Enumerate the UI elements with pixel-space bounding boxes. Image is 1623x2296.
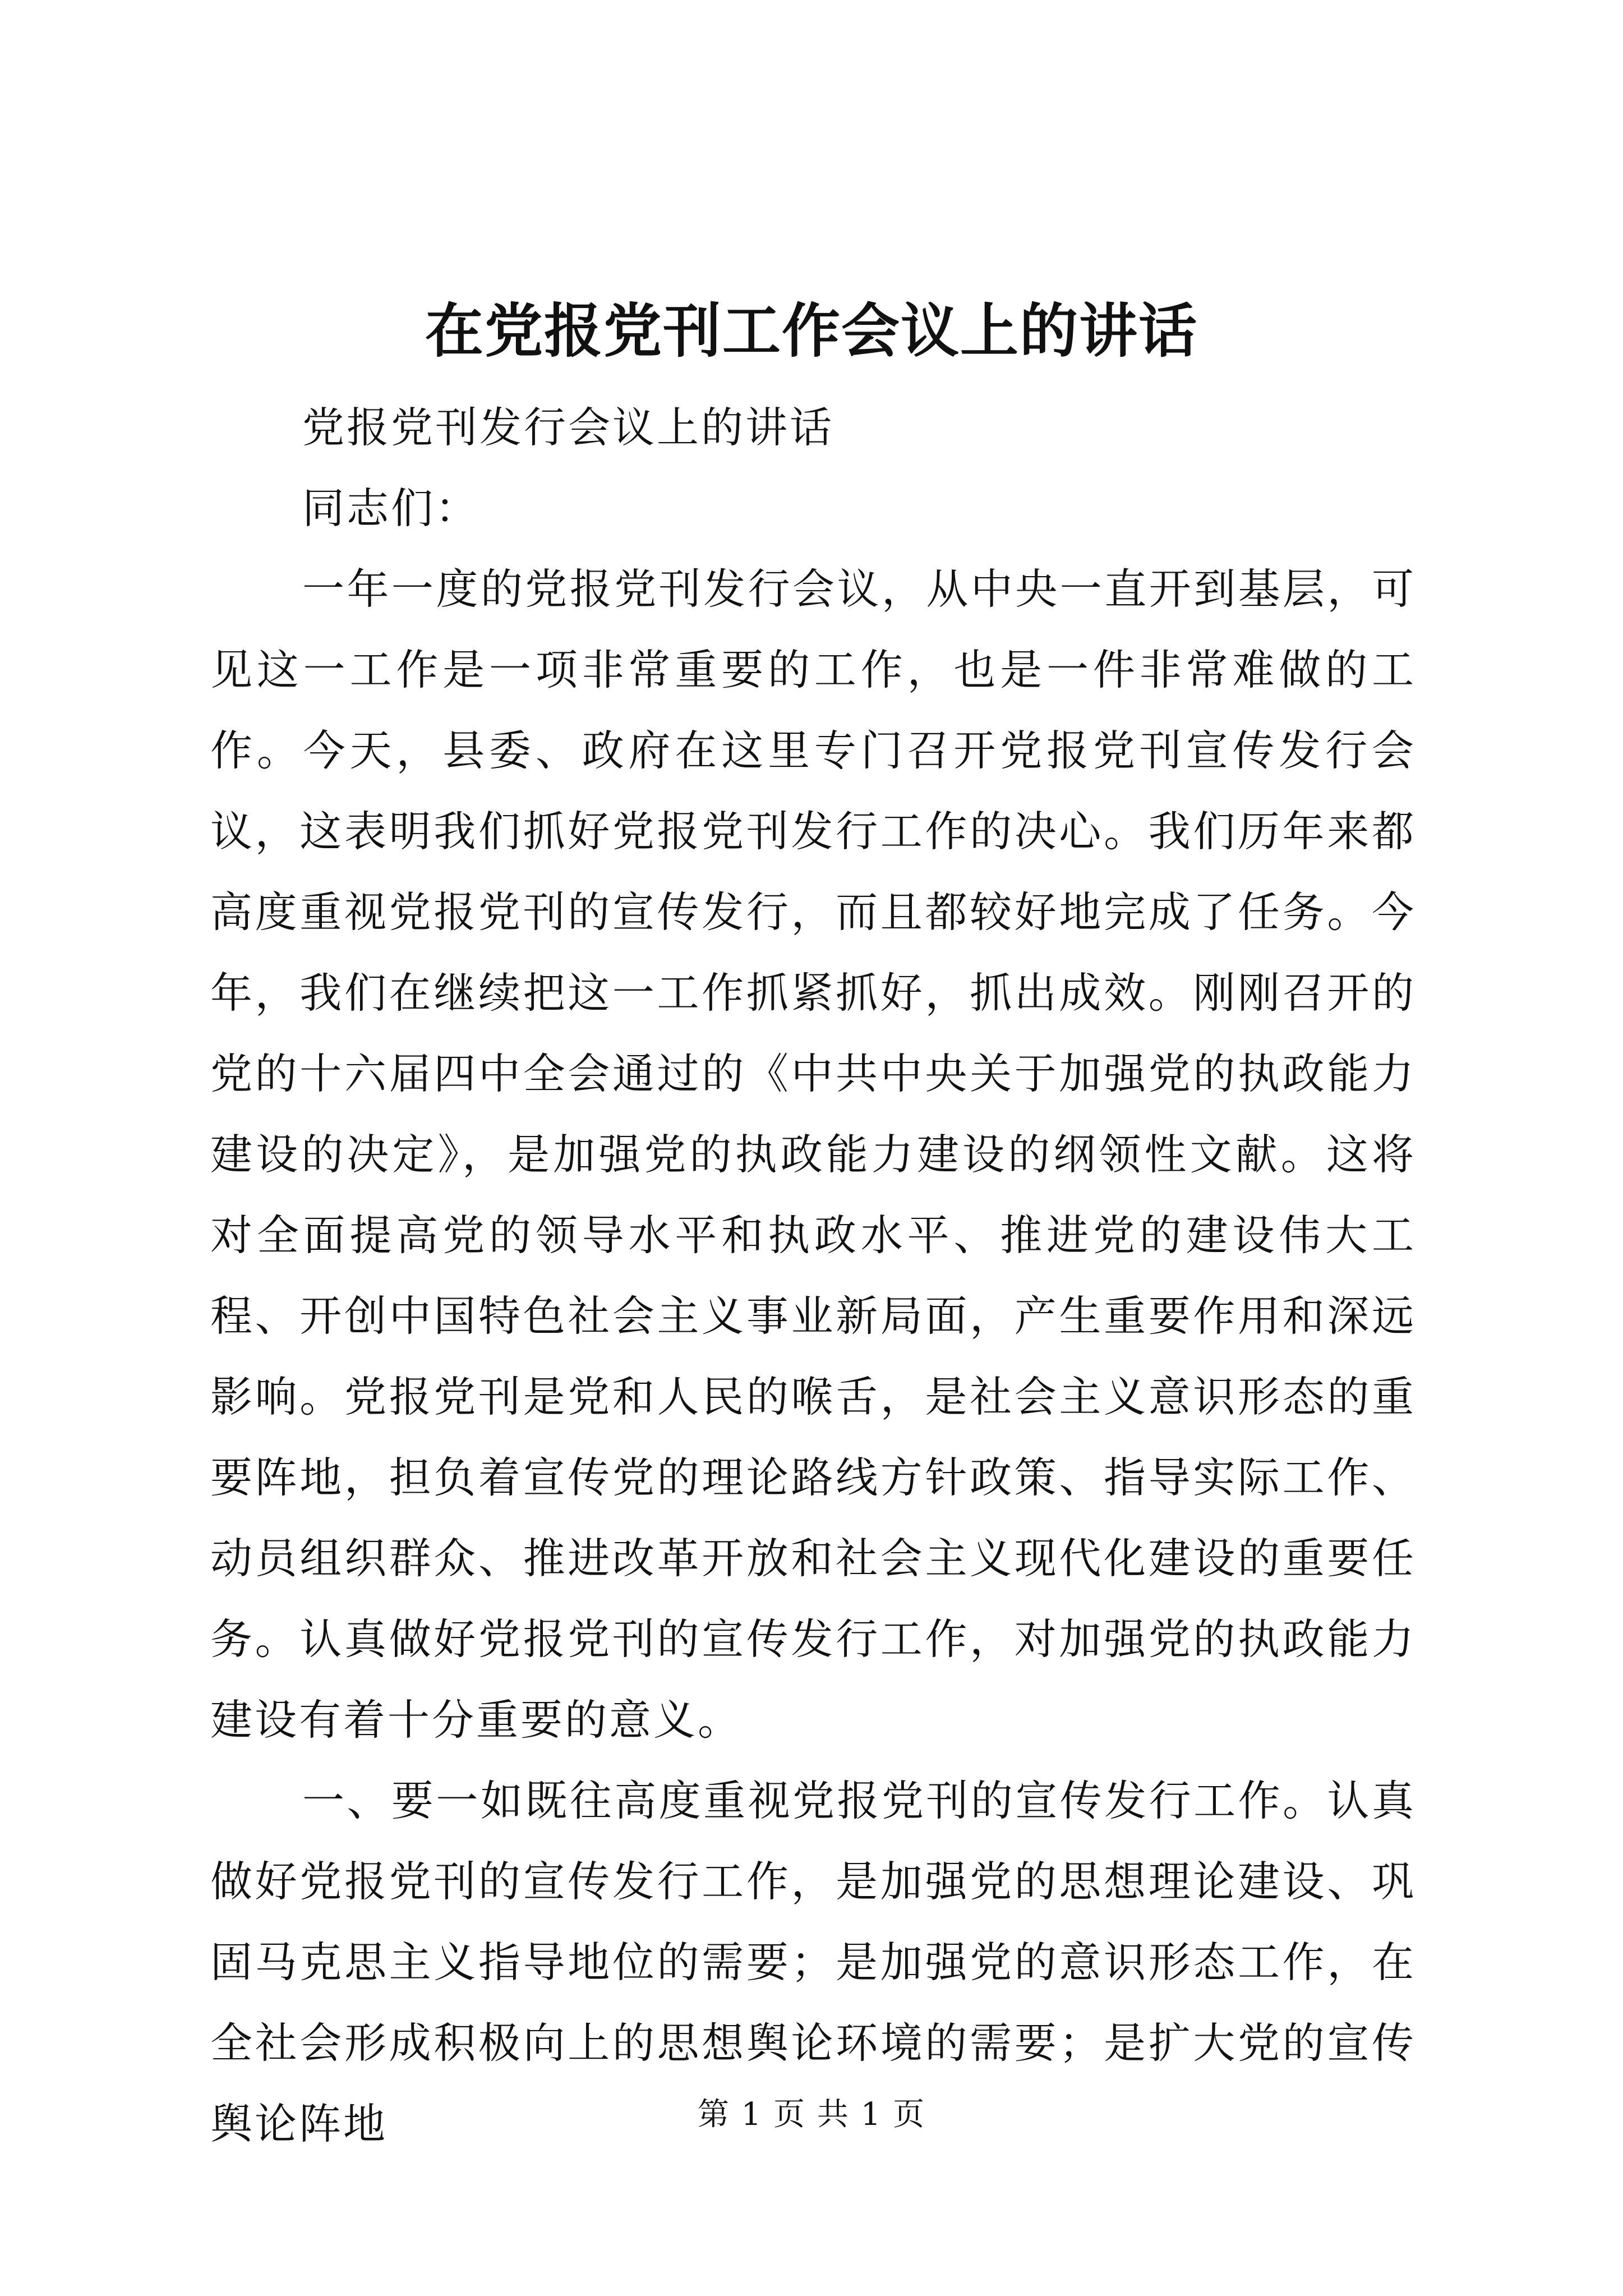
- document-title: 在党报党刊工作会议上的讲话: [425, 296, 1198, 365]
- salutation-paragraph: 同志们：: [302, 484, 480, 533]
- page-footer: 第 1 页 共 1 页: [697, 2096, 926, 2133]
- subtitle-paragraph: 党报党刊发行会议上的讲话: [302, 403, 834, 452]
- body-paragraph: 一、要一如既往高度重视党报党刊的宣传发行工作。认真做好党报党刊的宣传发行工作，是加强党的思想理论建设、巩固马克思主义指导地位的需要；是加强党的意识形态工作，在全社会形成积极向上的思想舆论环境的需要；是扩大党的宣传舆论阵地: [210, 1776, 1416, 2148]
- body-paragraph: 一年一度的党报党刊发行会议，从中央一直开到基层，可见这一工作是一项非常重要的工作，也是一件非常难做的工作。今天，县委、政府在这里专门召开党报党刊宣传发行会议，这表明我们抓好党报党刊发行工作的决心。我们历年来都高度重视党报党刊的宣传发行，而且都较好地完成了任务。今年，我们在继续把这一工作抓紧抓好，抓出成效。刚刚召开的党的十六届四中全会通过的《中共中央关于加强党的执政能力建设的决定》，是加强党的执政能力建设的纲领性文献。这将对全面提高党的领导水平和执政水平、推进党的建设伟大工程、开创中国特色社会主义事业新局面，产生重要作用和深远影响。党报党刊是党和人民的喉舌，是社会主义意识形态的重要阵地，担负着宣传党的理论路线方针政策、指导实际工作、动员组织群众、推进改革开放和社会主义现代化建设的重要任务。认真做好党报党刊的宣传发行工作，对加强党的执政能力建设有着十分重要的意义。: [210, 564, 1416, 1745]
- document-body: [210, 387, 1416, 2164]
